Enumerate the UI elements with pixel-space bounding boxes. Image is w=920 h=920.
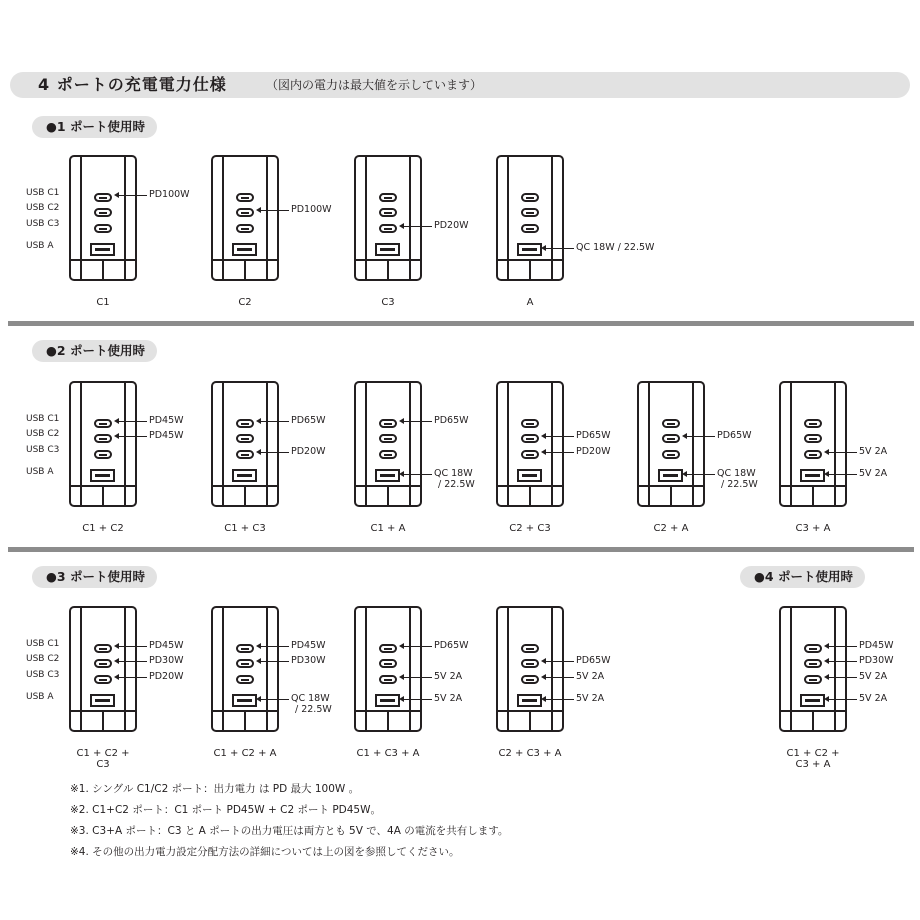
arrow-usb-a <box>827 699 857 700</box>
usb-a-port <box>517 694 542 707</box>
usb-c1-port <box>94 644 112 653</box>
power-label-usb-c3: 5V 2A <box>434 671 463 682</box>
charger-body <box>496 606 564 732</box>
power-label-usb-a: 5V 2A <box>576 693 605 704</box>
section-divider <box>8 547 914 552</box>
charger-foot <box>213 259 277 281</box>
usb-c3-port <box>521 675 539 684</box>
arrow-usb-c1 <box>827 646 857 647</box>
arrow-usb-c1 <box>402 421 432 422</box>
usb-a-port <box>517 469 542 482</box>
device-caption: C1 + C3 <box>224 523 266 534</box>
power-label-usb-c2: PD45W <box>149 430 184 441</box>
usb-c1-port <box>521 193 539 202</box>
arrow-usb-c2 <box>259 661 289 662</box>
charger-body <box>69 381 137 507</box>
usb-c1-port <box>804 419 822 428</box>
usb-c3-port <box>804 675 822 684</box>
footnote-2: ※2. C1+C2 ポート：C1 ポート PD45W + C2 ポート PD45W。 <box>70 804 381 816</box>
charger-body <box>496 155 564 281</box>
usb-c1-port <box>236 419 254 428</box>
device-caption: C1 + C3 + A <box>356 748 420 759</box>
usb-a-port <box>90 694 115 707</box>
power-label-usb-c3: PD20W <box>291 446 326 457</box>
power-label-usb-c3: PD20W <box>434 220 469 231</box>
device-caption: C1 + C2 + C3 <box>76 748 130 770</box>
port-name-usb-a: USB A <box>26 692 54 702</box>
power-label-usb-c1: PD45W <box>149 640 184 651</box>
power-label-usb-c2: PD65W <box>576 430 611 441</box>
charger-foot <box>498 259 562 281</box>
charger-body <box>354 155 422 281</box>
usb-c1-port <box>804 644 822 653</box>
usb-c2-port <box>662 434 680 443</box>
arrow-usb-c2 <box>117 661 147 662</box>
usb-c2-port <box>521 434 539 443</box>
arrow-usb-a <box>685 474 715 475</box>
charger-foot <box>71 259 135 281</box>
power-label-usb-c3: PD20W <box>576 446 611 457</box>
power-label-usb-c3: 5V 2A <box>859 446 888 457</box>
device-caption: C1 + C2 <box>82 523 124 534</box>
usb-c3-port <box>379 224 397 233</box>
port-name-usb-c2: USB C2 <box>26 654 60 664</box>
usb-c2-port <box>521 659 539 668</box>
device-caption: C3 <box>381 297 395 308</box>
usb-a-port <box>517 243 542 256</box>
usb-c1-port <box>521 419 539 428</box>
footnote-3: ※3. C3+A ポート：C3 と A ポートの出力電圧は両方とも 5V で、4A の電流を共有します。 <box>70 825 509 837</box>
arrow-usb-c3 <box>402 677 432 678</box>
power-label-usb-c2: PD65W <box>717 430 752 441</box>
arrow-usb-c1 <box>117 195 147 196</box>
section-divider <box>8 321 914 326</box>
usb-c3-port <box>804 450 822 459</box>
arrow-usb-c1 <box>259 646 289 647</box>
arrow-usb-c2 <box>544 661 574 662</box>
usb-c1-port <box>236 644 254 653</box>
usb-c1-port <box>379 644 397 653</box>
device-caption: C1 + C2 + A <box>213 748 277 759</box>
usb-c1-port <box>379 419 397 428</box>
usb-c2-port <box>379 208 397 217</box>
device-caption: C2 <box>238 297 252 308</box>
power-label-usb-c2: PD65W <box>576 655 611 666</box>
usb-a-port <box>375 243 400 256</box>
power-label-usb-c2: PD100W <box>291 204 332 215</box>
charger-body <box>354 606 422 732</box>
usb-c2-port <box>236 208 254 217</box>
device-caption: C2 + C3 + A <box>498 748 562 759</box>
port-name-usb-a: USB A <box>26 241 54 251</box>
arrow-usb-a <box>402 474 432 475</box>
arrow-usb-c1 <box>117 421 147 422</box>
arrow-usb-c2 <box>827 661 857 662</box>
usb-c3-port <box>662 450 680 459</box>
power-label-usb-c2: PD30W <box>149 655 184 666</box>
usb-a-port <box>90 243 115 256</box>
arrow-usb-c3 <box>544 452 574 453</box>
arrow-usb-a <box>544 699 574 700</box>
usb-c3-port <box>236 450 254 459</box>
arrow-usb-c3 <box>259 452 289 453</box>
arrow-usb-c2 <box>259 210 289 211</box>
port-name-usb-a: USB A <box>26 467 54 477</box>
power-label-usb-c3: PD20W <box>149 671 184 682</box>
usb-a-port <box>800 694 825 707</box>
usb-c2-port <box>804 434 822 443</box>
arrow-usb-c1 <box>259 421 289 422</box>
usb-c1-port <box>94 419 112 428</box>
port-name-usb-c2: USB C2 <box>26 429 60 439</box>
power-label-usb-a: QC 18W / 22.5W <box>576 242 655 253</box>
power-label-usb-c1: PD100W <box>149 189 190 200</box>
usb-c3-port <box>521 450 539 459</box>
port-name-usb-c3: USB C3 <box>26 670 60 680</box>
power-label-usb-c1: PD45W <box>291 640 326 651</box>
port-name-usb-c1: USB C1 <box>26 639 60 649</box>
charger-foot <box>781 485 845 507</box>
footnote-1: ※1. シングル C1/C2 ポート：出力電力 は PD 最大 100W 。 <box>70 783 360 795</box>
usb-c2-port <box>379 659 397 668</box>
charger-foot <box>71 710 135 732</box>
usb-c2-port <box>804 659 822 668</box>
power-label-usb-c1: PD45W <box>859 640 894 651</box>
port-name-usb-c2: USB C2 <box>26 203 60 213</box>
power-label-usb-a: 5V 2A <box>434 693 463 704</box>
device-caption: C1 + C2 + C3 + A <box>786 748 840 770</box>
arrow-usb-c2 <box>117 436 147 437</box>
charger-foot <box>498 710 562 732</box>
usb-a-port <box>658 469 683 482</box>
charger-body <box>637 381 705 507</box>
charger-foot <box>356 710 420 732</box>
charger-body <box>354 381 422 507</box>
usb-c2-port <box>94 208 112 217</box>
usb-c1-port <box>94 193 112 202</box>
usb-c1-port <box>662 419 680 428</box>
usb-c3-port <box>236 224 254 233</box>
port-name-usb-c3: USB C3 <box>26 445 60 455</box>
usb-c3-port <box>236 675 254 684</box>
arrow-usb-c2 <box>544 436 574 437</box>
arrow-usb-c2 <box>685 436 715 437</box>
footnote-4: ※4. その他の出力電力設定分配方法の詳細については上の図を参照してください。 <box>70 846 460 858</box>
charger-body <box>211 606 279 732</box>
device-caption: C1 <box>96 297 110 308</box>
charger-body <box>69 155 137 281</box>
power-label-usb-c1: PD65W <box>434 640 469 651</box>
usb-c3-port <box>94 450 112 459</box>
usb-c1-port <box>521 644 539 653</box>
charger-foot <box>356 485 420 507</box>
charger-foot <box>213 710 277 732</box>
arrow-usb-a <box>544 248 574 249</box>
port-name-usb-c1: USB C1 <box>26 414 60 424</box>
arrow-usb-a <box>827 474 857 475</box>
arrow-usb-a <box>402 699 432 700</box>
power-label-usb-c1: PD45W <box>149 415 184 426</box>
usb-c2-port <box>236 434 254 443</box>
arrow-usb-a <box>259 699 289 700</box>
charger-body <box>211 155 279 281</box>
usb-a-port <box>800 469 825 482</box>
charger-foot <box>639 485 703 507</box>
usb-c3-port <box>379 450 397 459</box>
usb-a-port <box>375 469 400 482</box>
device-caption: C2 + A <box>653 523 689 534</box>
charger-body <box>496 381 564 507</box>
device-caption: C2 + C3 <box>509 523 551 534</box>
section-header <box>10 72 910 98</box>
device-caption: C3 + A <box>795 523 831 534</box>
section-title-3port: ●3 ポート使用時 <box>32 566 157 588</box>
section-title-4port: ●4 ポート使用時 <box>740 566 865 588</box>
charger-foot <box>356 259 420 281</box>
charger-foot <box>498 485 562 507</box>
power-label-usb-c2: PD30W <box>291 655 326 666</box>
arrow-usb-c3 <box>544 677 574 678</box>
usb-c3-port <box>521 224 539 233</box>
power-label-usb-a: QC 18W / 22.5W <box>291 693 332 715</box>
usb-c2-port <box>379 434 397 443</box>
power-label-usb-c2: PD30W <box>859 655 894 666</box>
usb-c1-port <box>236 193 254 202</box>
usb-c2-port <box>94 659 112 668</box>
power-label-usb-a: 5V 2A <box>859 693 888 704</box>
charger-body <box>69 606 137 732</box>
arrow-usb-c1 <box>402 646 432 647</box>
arrow-usb-c3 <box>827 452 857 453</box>
power-label-usb-a: QC 18W / 22.5W <box>717 468 758 490</box>
arrow-usb-c3 <box>827 677 857 678</box>
usb-c2-port <box>236 659 254 668</box>
power-label-usb-c1: PD65W <box>291 415 326 426</box>
section-title-1port: ●1 ポート使用時 <box>32 116 157 138</box>
port-name-usb-c1: USB C1 <box>26 188 60 198</box>
usb-a-port <box>232 243 257 256</box>
section-title-2port: ●2 ポート使用時 <box>32 340 157 362</box>
usb-a-port <box>232 694 257 707</box>
charger-foot <box>781 710 845 732</box>
usb-c1-port <box>379 193 397 202</box>
charger-body <box>211 381 279 507</box>
usb-c3-port <box>379 675 397 684</box>
usb-a-port <box>90 469 115 482</box>
power-label-usb-a: QC 18W / 22.5W <box>434 468 475 490</box>
power-label-usb-c3: 5V 2A <box>859 671 888 682</box>
usb-a-port <box>375 694 400 707</box>
device-caption: A <box>526 297 534 308</box>
usb-c2-port <box>94 434 112 443</box>
arrow-usb-c1 <box>117 646 147 647</box>
arrow-usb-c3 <box>117 677 147 678</box>
power-label-usb-a: 5V 2A <box>859 468 888 479</box>
arrow-usb-c3 <box>402 226 432 227</box>
charger-foot <box>71 485 135 507</box>
usb-c3-port <box>94 675 112 684</box>
page-subtitle: （図内の電力は最大値を示しています） <box>266 78 483 92</box>
port-name-usb-c3: USB C3 <box>26 219 60 229</box>
usb-c3-port <box>94 224 112 233</box>
power-label-usb-c3: 5V 2A <box>576 671 605 682</box>
usb-a-port <box>232 469 257 482</box>
page-title: 4 ポートの充電電力仕様 <box>38 75 227 94</box>
charger-body <box>779 381 847 507</box>
usb-c2-port <box>521 208 539 217</box>
charger-body <box>779 606 847 732</box>
device-caption: C1 + A <box>370 523 406 534</box>
power-label-usb-c1: PD65W <box>434 415 469 426</box>
charger-foot <box>213 485 277 507</box>
